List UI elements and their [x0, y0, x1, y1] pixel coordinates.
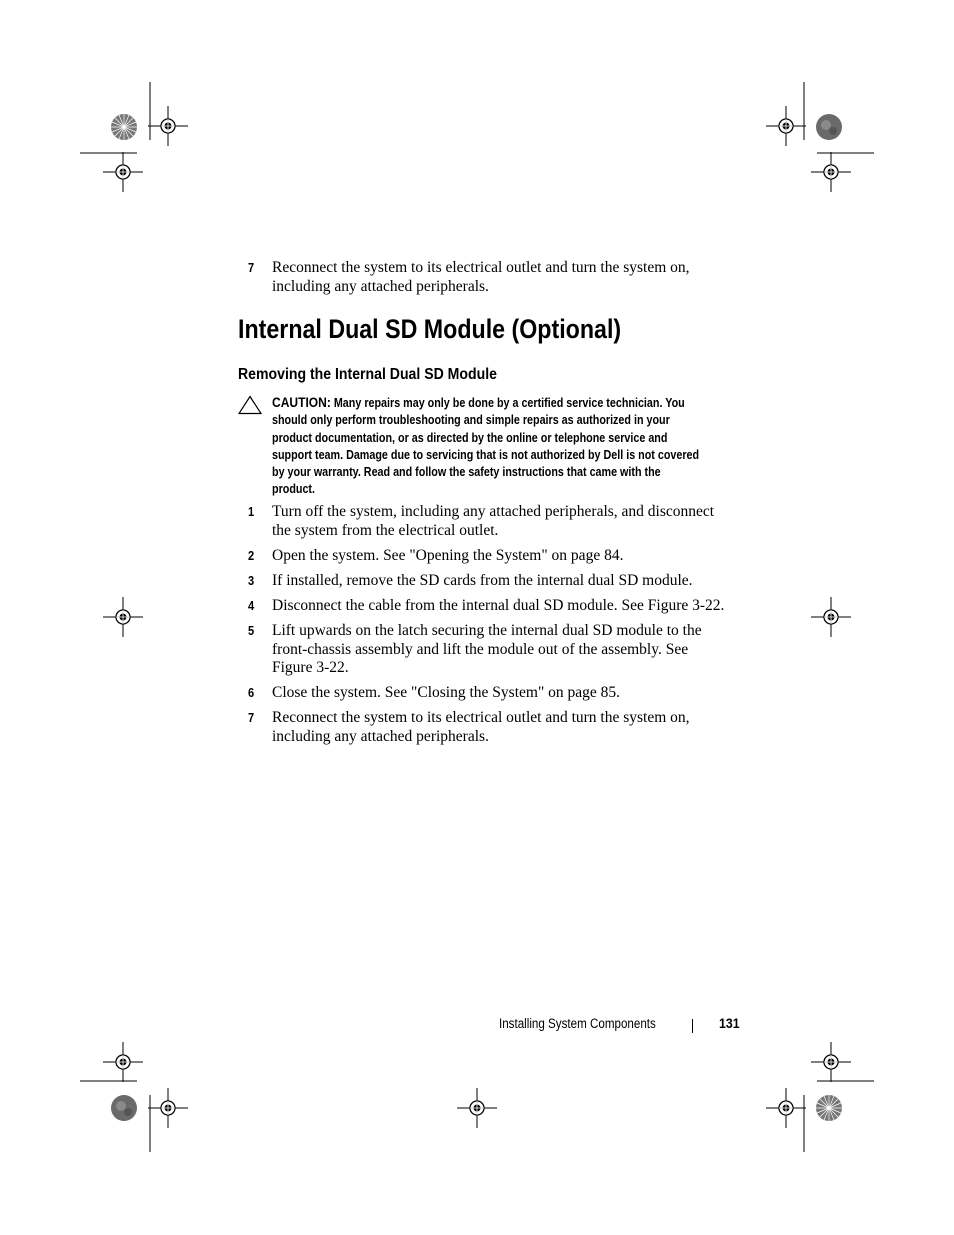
step-number: 6 — [248, 685, 255, 700]
step-text: If installed, remove the SD cards from the internal dual SD module. — [272, 572, 693, 589]
step-text: Disconnect the cable from the internal dual SD module. See Figure 3-22. — [272, 597, 725, 614]
caution-notice: CAUTION: Many repairs may only be done by a certified service technician. You should only perform troubleshooting and simple repairs as authorized in your product documentation, or as directed by the online or telephone service and support team. Damage due to servicing that is not authorized by Dell is not covered by your warranty. Read and follow the safety instructions that came with the product. — [272, 394, 700, 497]
step-text: Open the system. See "Opening the System" on page 84. — [272, 547, 624, 564]
footer-separator — [692, 1019, 693, 1033]
step-number: 4 — [248, 598, 255, 613]
step-text: Close the system. See "Closing the System" on page 85. — [272, 684, 621, 701]
step-number: 3 — [248, 573, 255, 588]
step-number: 7 — [248, 710, 255, 725]
section-title: Internal Dual SD Module (Optional) — [238, 314, 622, 344]
step-number: 2 — [248, 548, 255, 563]
caution-label: CAUTION: — [272, 394, 331, 410]
footer-chapter-title: Installing System Components — [499, 1016, 656, 1031]
step-text: Reconnect the system to its electrical outlet and turn the system on, including any attached peripherals. — [272, 709, 690, 745]
step-text: Turn off the system, including any attached peripherals, and disconnect the system from the electrical outlet. — [272, 503, 715, 539]
step-text: Reconnect the system to its electrical outlet and turn the system on, including any attached peripherals. — [272, 259, 690, 295]
step-text: Lift upwards on the latch securing the internal dual SD module to the front-chassis assembly and lift the module out of the assembly. See Figure 3-22. — [272, 622, 702, 677]
step-number: 1 — [248, 504, 255, 519]
caution-triangle-icon — [238, 395, 262, 415]
step-number: 7 — [248, 260, 255, 275]
step-number: 5 — [248, 623, 255, 638]
page-number: 131 — [719, 1015, 740, 1031]
subsection-title: Removing the Internal Dual SD Module — [238, 366, 497, 383]
